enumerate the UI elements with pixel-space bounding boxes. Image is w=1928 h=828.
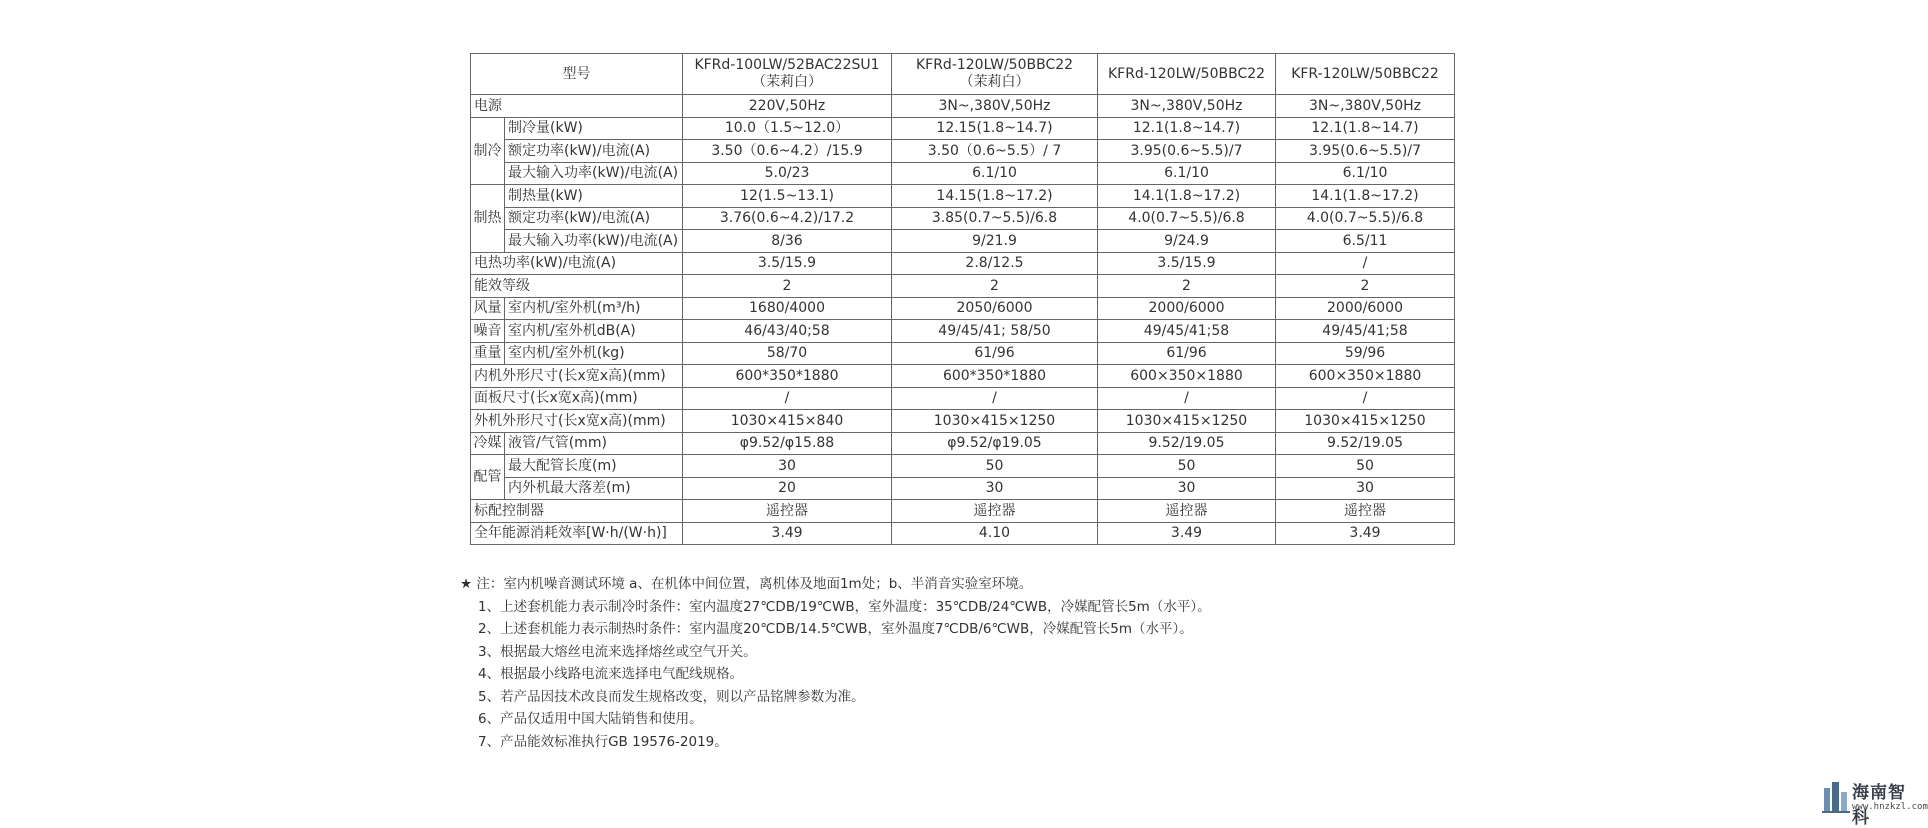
model-3-header: KFRd-120LW/50BBC22	[1098, 54, 1276, 95]
cell: 12(1.5~13.1)	[683, 185, 892, 208]
cell: 3.76(0.6~4.2)/17.2	[683, 207, 892, 230]
cell: 12.1(1.8~14.7)	[1098, 117, 1276, 140]
cell: 2000/6000	[1098, 297, 1276, 320]
cell: 6.1/10	[892, 162, 1098, 185]
building-logo-icon	[1822, 780, 1850, 814]
cell: 600×350×1880	[1276, 365, 1455, 388]
cell: 6.1/10	[1098, 162, 1276, 185]
cell: 3.95(0.6~5.5)/7	[1098, 140, 1276, 163]
table-row-panel-size	[471, 387, 1455, 410]
cell: 5.0/23	[683, 162, 892, 185]
row-label: 能效等级	[471, 275, 683, 298]
cell: 30	[892, 477, 1098, 500]
cell: 遥控器	[1276, 500, 1455, 523]
cell: 2000/6000	[1276, 297, 1455, 320]
group-label-heating: 制热	[471, 185, 505, 253]
cell: 3.50（0.6~4.2）/15.9	[683, 140, 892, 163]
table-row-cool-rated	[471, 140, 1455, 163]
cell: 20	[683, 477, 892, 500]
table-row-heat-rated	[471, 207, 1455, 230]
cell: 6.1/10	[1276, 162, 1455, 185]
table-row-cool-max	[471, 162, 1455, 185]
table-row-airflow	[471, 297, 1455, 320]
row-label: 液管/气管(mm)	[505, 432, 683, 455]
cell: 4.0(0.7~5.5)/6.8	[1098, 207, 1276, 230]
cell: 1680/4000	[683, 297, 892, 320]
cell: 3.49	[1098, 522, 1276, 545]
row-label: 面板尺寸(长x宽x高)(mm)	[471, 387, 683, 410]
row-label: 标配控制器	[471, 500, 683, 523]
model-1-header: KFRd-100LW/52BAC22SU1 （茉莉白）	[683, 54, 892, 95]
table-row-max-pipe-length	[471, 455, 1455, 478]
row-label: 外机外形尺寸(长x宽x高)(mm)	[471, 410, 683, 433]
table-row-outdoor-size	[471, 410, 1455, 433]
cell: 600*350*1880	[683, 365, 892, 388]
cell: 50	[1276, 455, 1455, 478]
cell: 3N~,380V,50Hz	[892, 95, 1098, 118]
cell: 1030×415×840	[683, 410, 892, 433]
cell: 49/45/41;58	[1276, 320, 1455, 343]
cell: 14.15(1.8~17.2)	[892, 185, 1098, 208]
cell: /	[683, 387, 892, 410]
table-row-efficiency-grade	[471, 275, 1455, 298]
cell: 61/96	[892, 342, 1098, 365]
cell: 600*350*1880	[892, 365, 1098, 388]
cell: 4.10	[892, 522, 1098, 545]
cell: 8/36	[683, 230, 892, 253]
cell: φ9.52/φ15.88	[683, 432, 892, 455]
cell: 9.52/19.05	[1276, 432, 1455, 455]
group-label-weight: 重量	[471, 342, 505, 365]
table-row-max-height-diff	[471, 477, 1455, 500]
cell: 3.5/15.9	[683, 252, 892, 275]
model-2-header: KFRd-120LW/50BBC22 （茉莉白）	[892, 54, 1098, 95]
cell: 12.1(1.8~14.7)	[1276, 117, 1455, 140]
notes-heading: ★ 注：室内机噪音测试环境 a、在机体中间位置，离机体及地面1m处；b、半消音实验室环境。	[460, 576, 1033, 592]
cell: 9/21.9	[892, 230, 1098, 253]
cell: 49/45/41; 58/50	[892, 320, 1098, 343]
header-model-label: 型号	[471, 54, 683, 95]
row-label: 室内机/室外机(m³/h)	[505, 297, 683, 320]
cell: 遥控器	[683, 500, 892, 523]
note-item: 4、根据最小线路电流来选择电气配线规格。	[478, 666, 744, 682]
row-label: 电热功率(kW)/电流(A)	[471, 252, 683, 275]
table-row-refrigerant-pipe	[471, 432, 1455, 455]
cell: 2	[683, 275, 892, 298]
watermark	[1822, 778, 1928, 828]
cell: 3.49	[1276, 522, 1455, 545]
cell: 1030×415×1250	[1276, 410, 1455, 433]
cell: 2050/6000	[892, 297, 1098, 320]
cell: 50	[892, 455, 1098, 478]
cell: 1030×415×1250	[892, 410, 1098, 433]
cell: 6.5/11	[1276, 230, 1455, 253]
cell: 3.5/15.9	[1098, 252, 1276, 275]
cell: /	[892, 387, 1098, 410]
cell: 49/45/41;58	[1098, 320, 1276, 343]
cell: 58/70	[683, 342, 892, 365]
cell: /	[1276, 252, 1455, 275]
note-item: 2、上述套机能力表示制热时条件：室内温度20℃DB/14.5℃WB，室外温度7℃DB/6℃WB，冷媒配管长5m（水平）。	[478, 621, 1193, 637]
cell: 10.0（1.5~12.0）	[683, 117, 892, 140]
note-item: 1、上述套机能力表示制冷时条件：室内温度27℃DB/19℃WB，室外温度：35℃DB/24℃WB，冷媒配管长5m（水平）。	[478, 598, 1211, 615]
cell: 1030×415×1250	[1098, 410, 1276, 433]
cell: 3N~,380V,50Hz	[1098, 95, 1276, 118]
cell: 600×350×1880	[1098, 365, 1276, 388]
row-label: 室内机/室外机(kg)	[505, 342, 683, 365]
table-row-heat-max	[471, 230, 1455, 253]
spec-table	[470, 53, 1455, 545]
row-label: 内外机最大落差(m)	[505, 477, 683, 500]
cell: 2.8/12.5	[892, 252, 1098, 275]
table-row-cool-capacity	[471, 117, 1455, 140]
table-row-indoor-size	[471, 365, 1455, 388]
model-4-header: KFR-120LW/50BBC22	[1276, 54, 1455, 95]
group-label-noise: 噪音	[471, 320, 505, 343]
table-row-power	[471, 95, 1455, 118]
note-item: 7、产品能效标准执行GB 19576-2019。	[478, 733, 728, 750]
table-row-weight	[471, 342, 1455, 365]
cell: 遥控器	[892, 500, 1098, 523]
cell: /	[1276, 387, 1455, 410]
cell: 50	[1098, 455, 1276, 478]
cell: 14.1(1.8~17.2)	[1276, 185, 1455, 208]
cell: 9.52/19.05	[1098, 432, 1276, 455]
note-item: 5、若产品因技术改良而发生规格改变，则以产品铭牌参数为准。	[478, 688, 865, 705]
cell: 30	[683, 455, 892, 478]
row-label: 最大输入功率(kW)/电流(A)	[505, 162, 683, 185]
note-item: 6、产品仅适用中国大陆销售和使用。	[478, 711, 703, 727]
cell: 3N~,380V,50Hz	[1276, 95, 1455, 118]
row-label: 额定功率(kW)/电流(A)	[505, 207, 683, 230]
cell: 30	[1276, 477, 1455, 500]
note-item: 3、根据最大熔丝电流来选择熔丝或空气开关。	[478, 643, 757, 660]
cell: 2	[892, 275, 1098, 298]
row-label: 最大配管长度(m)	[505, 455, 683, 478]
watermark-name: 海南智科	[1852, 783, 1906, 828]
cell: /	[1098, 387, 1276, 410]
cell: 3.85(0.7~5.5)/6.8	[892, 207, 1098, 230]
table-row-controller	[471, 500, 1455, 523]
cell: 2	[1276, 275, 1455, 298]
table-row-electric-heat	[471, 252, 1455, 275]
cell: 遥控器	[1098, 500, 1276, 523]
table-row-apf	[471, 522, 1455, 545]
cell: 12.15(1.8~14.7)	[892, 117, 1098, 140]
cell: 61/96	[1098, 342, 1276, 365]
cell: 46/43/40;58	[683, 320, 892, 343]
row-label: 制冷量(kW)	[505, 117, 683, 140]
row-label: 室内机/室外机dB(A)	[505, 320, 683, 343]
cell: 30	[1098, 477, 1276, 500]
cell: 59/96	[1276, 342, 1455, 365]
notes-section	[460, 573, 1211, 753]
cell: 2	[1098, 275, 1276, 298]
cell: φ9.52/φ19.05	[892, 432, 1098, 455]
row-label: 制热量(kW)	[505, 185, 683, 208]
row-label: 额定功率(kW)/电流(A)	[505, 140, 683, 163]
cell: 9/24.9	[1098, 230, 1276, 253]
cell: 220V,50Hz	[683, 95, 892, 118]
row-label: 电源	[471, 95, 683, 118]
cell: 3.50（0.6~5.5）/ 7	[892, 140, 1098, 163]
table-header-row	[471, 54, 1455, 95]
row-label: 最大输入功率(kW)/电流(A)	[505, 230, 683, 253]
table-row-heat-capacity	[471, 185, 1455, 208]
cell: 4.0(0.7~5.5)/6.8	[1276, 207, 1455, 230]
group-label-airflow: 风量	[471, 297, 505, 320]
table-row-noise	[471, 320, 1455, 343]
cell: 3.95(0.6~5.5)/7	[1276, 140, 1455, 163]
row-label: 全年能源消耗效率[W·h/(W·h)]	[471, 522, 683, 545]
group-label-cooling: 制冷	[471, 117, 505, 185]
group-label-piping: 配管	[471, 455, 505, 500]
row-label: 内机外形尺寸(长x宽x高)(mm)	[471, 365, 683, 388]
cell: 14.1(1.8~17.2)	[1098, 185, 1276, 208]
group-label-refrigerant: 冷媒	[471, 432, 505, 455]
cell: 3.49	[683, 522, 892, 545]
watermark-url: www.hnzkzl.com	[1852, 802, 1928, 812]
